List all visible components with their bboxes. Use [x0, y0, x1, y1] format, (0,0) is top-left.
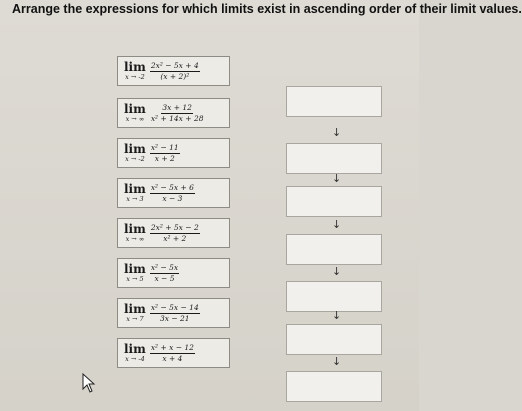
denominator: x − 3: [162, 193, 183, 203]
fraction: [150, 62, 200, 80]
limit-word: lim: [124, 262, 146, 277]
limit-subscript: x → 5: [126, 275, 144, 284]
fraction: [150, 304, 200, 322]
answer-slot[interactable]: [286, 143, 382, 174]
expression-card[interactable]: [117, 218, 230, 248]
fraction: [150, 104, 205, 122]
question-instruction: Arrange the expressions for which limits exist in ascending order of their limit values.: [12, 2, 522, 16]
limit-word: lim: [124, 142, 146, 157]
limit-operator: [124, 143, 146, 163]
expression-card[interactable]: [117, 178, 230, 208]
down-arrow-icon: ↓: [332, 126, 342, 139]
fraction: [150, 184, 195, 202]
expression-card[interactable]: [117, 338, 230, 368]
limit-word: lim: [124, 182, 146, 197]
denominator: x − 5: [154, 273, 175, 283]
denominator: x + 2: [154, 153, 175, 163]
fraction: [150, 224, 200, 242]
answer-slot[interactable]: [286, 371, 382, 402]
numerator: x² + x − 12: [150, 343, 194, 352]
limit-operator: [124, 223, 146, 243]
limit-operator: [124, 303, 146, 323]
limit-subscript: x → -4: [125, 355, 145, 364]
limit-operator: [124, 263, 146, 283]
limit-subscript: x → -2: [125, 155, 145, 164]
answer-slot[interactable]: [286, 186, 382, 217]
expression-card[interactable]: [117, 298, 230, 328]
limit-subscript: x → -2: [125, 73, 145, 82]
limit-operator: [124, 61, 146, 81]
down-arrow-icon: ↓: [332, 355, 342, 368]
answer-slot[interactable]: [286, 281, 382, 312]
denominator: x² + 14x + 28: [150, 113, 204, 123]
numerator: 2x² − 5x + 4: [150, 61, 199, 70]
expression-card[interactable]: [117, 138, 230, 168]
limit-word: lim: [124, 342, 146, 357]
down-arrow-icon: ↓: [332, 218, 342, 231]
limit-subscript: x → 3: [126, 195, 144, 204]
answer-slot[interactable]: [286, 86, 382, 117]
expression-card[interactable]: [117, 56, 230, 86]
limit-word: lim: [124, 222, 146, 237]
down-arrow-icon: ↓: [332, 309, 342, 322]
numerator: x² − 5x: [150, 263, 179, 272]
numerator: 3x + 12: [162, 103, 192, 112]
fraction: [150, 264, 179, 282]
expression-card[interactable]: [117, 98, 230, 128]
answer-slot[interactable]: [286, 324, 382, 355]
numerator: x² − 11: [150, 143, 179, 152]
numerator: x² − 5x − 14: [150, 303, 199, 312]
mouse-pointer-icon: [82, 373, 96, 393]
numerator: x² − 5x + 6: [150, 183, 194, 192]
limit-word: lim: [124, 60, 146, 75]
limit-operator: [124, 183, 146, 203]
denominator: x + 4: [162, 353, 183, 363]
denominator: 3x − 21: [159, 313, 190, 323]
limit-subscript: x → ∞: [125, 115, 145, 124]
denominator: x² + 2: [163, 233, 187, 243]
denominator: (x + 2)²: [160, 71, 190, 81]
limit-operator: [124, 343, 146, 363]
numerator: 2x² + 5x − 2: [150, 223, 199, 232]
limit-operator: [124, 103, 146, 123]
down-arrow-icon: ↓: [332, 172, 342, 185]
fraction: [150, 344, 195, 362]
answer-slot[interactable]: [286, 234, 382, 265]
limit-word: lim: [124, 302, 146, 317]
limit-word: lim: [124, 102, 146, 117]
fraction: [150, 144, 180, 162]
expression-card[interactable]: [117, 258, 230, 288]
limit-subscript: x → 7: [126, 315, 144, 324]
down-arrow-icon: ↓: [332, 265, 342, 278]
limit-subscript: x → ∞: [125, 235, 145, 244]
